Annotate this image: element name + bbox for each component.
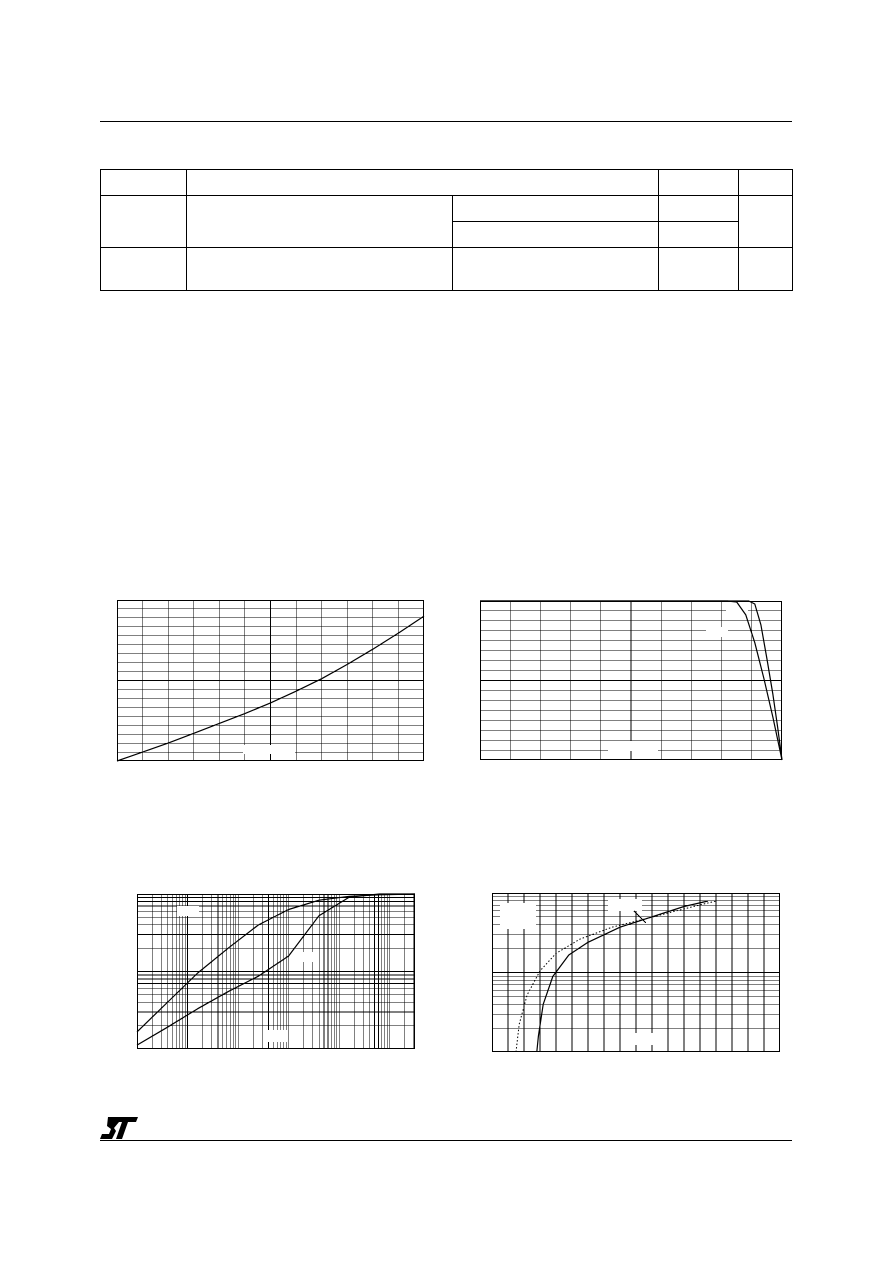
legend-box: [243, 745, 295, 754]
table-header-row: [101, 170, 793, 196]
chart-2: [480, 601, 782, 760]
spec-table: [100, 169, 793, 291]
label-box: [726, 607, 748, 617]
table-cell: [659, 248, 739, 291]
series-line-1: [537, 901, 708, 1052]
header-rule: [100, 121, 792, 122]
label-box: [177, 906, 199, 916]
legend-box: [500, 903, 536, 929]
table-cell: [187, 248, 453, 291]
label-box: [706, 627, 728, 637]
chart-3: [137, 894, 415, 1049]
series-line-2: [137, 894, 415, 1045]
table-row: [101, 196, 793, 222]
table-cell: [739, 170, 793, 196]
series-line-2: [516, 901, 716, 1052]
chart-1: [117, 600, 424, 761]
table-cell: [453, 248, 659, 291]
legend-box: [608, 741, 658, 751]
chart-grid: [480, 601, 782, 760]
table-cell: [659, 170, 739, 196]
chart-4: [492, 893, 780, 1052]
table-cell: [739, 248, 793, 291]
legend-box: [632, 1033, 658, 1045]
table-cell: [101, 170, 187, 196]
table-cell: [101, 196, 187, 248]
table-cell: [101, 248, 187, 291]
table-cell: [659, 222, 739, 248]
label-box: [293, 952, 315, 962]
label-box: [608, 899, 642, 911]
table-cell: [187, 170, 659, 196]
chart-series: [516, 901, 716, 1052]
table-cell: [453, 222, 659, 248]
chart-series: [137, 894, 415, 1045]
table-cell: [659, 196, 739, 222]
table-cell: [739, 196, 793, 248]
legend-box: [265, 1030, 287, 1042]
footer-rule: [100, 1140, 792, 1141]
chart-grid: [117, 600, 424, 761]
table-cell: [453, 196, 659, 222]
chart-grid: [137, 894, 415, 1049]
table-row: [101, 248, 793, 291]
st-logo-icon: [100, 1117, 138, 1139]
table-cell: [187, 196, 453, 248]
